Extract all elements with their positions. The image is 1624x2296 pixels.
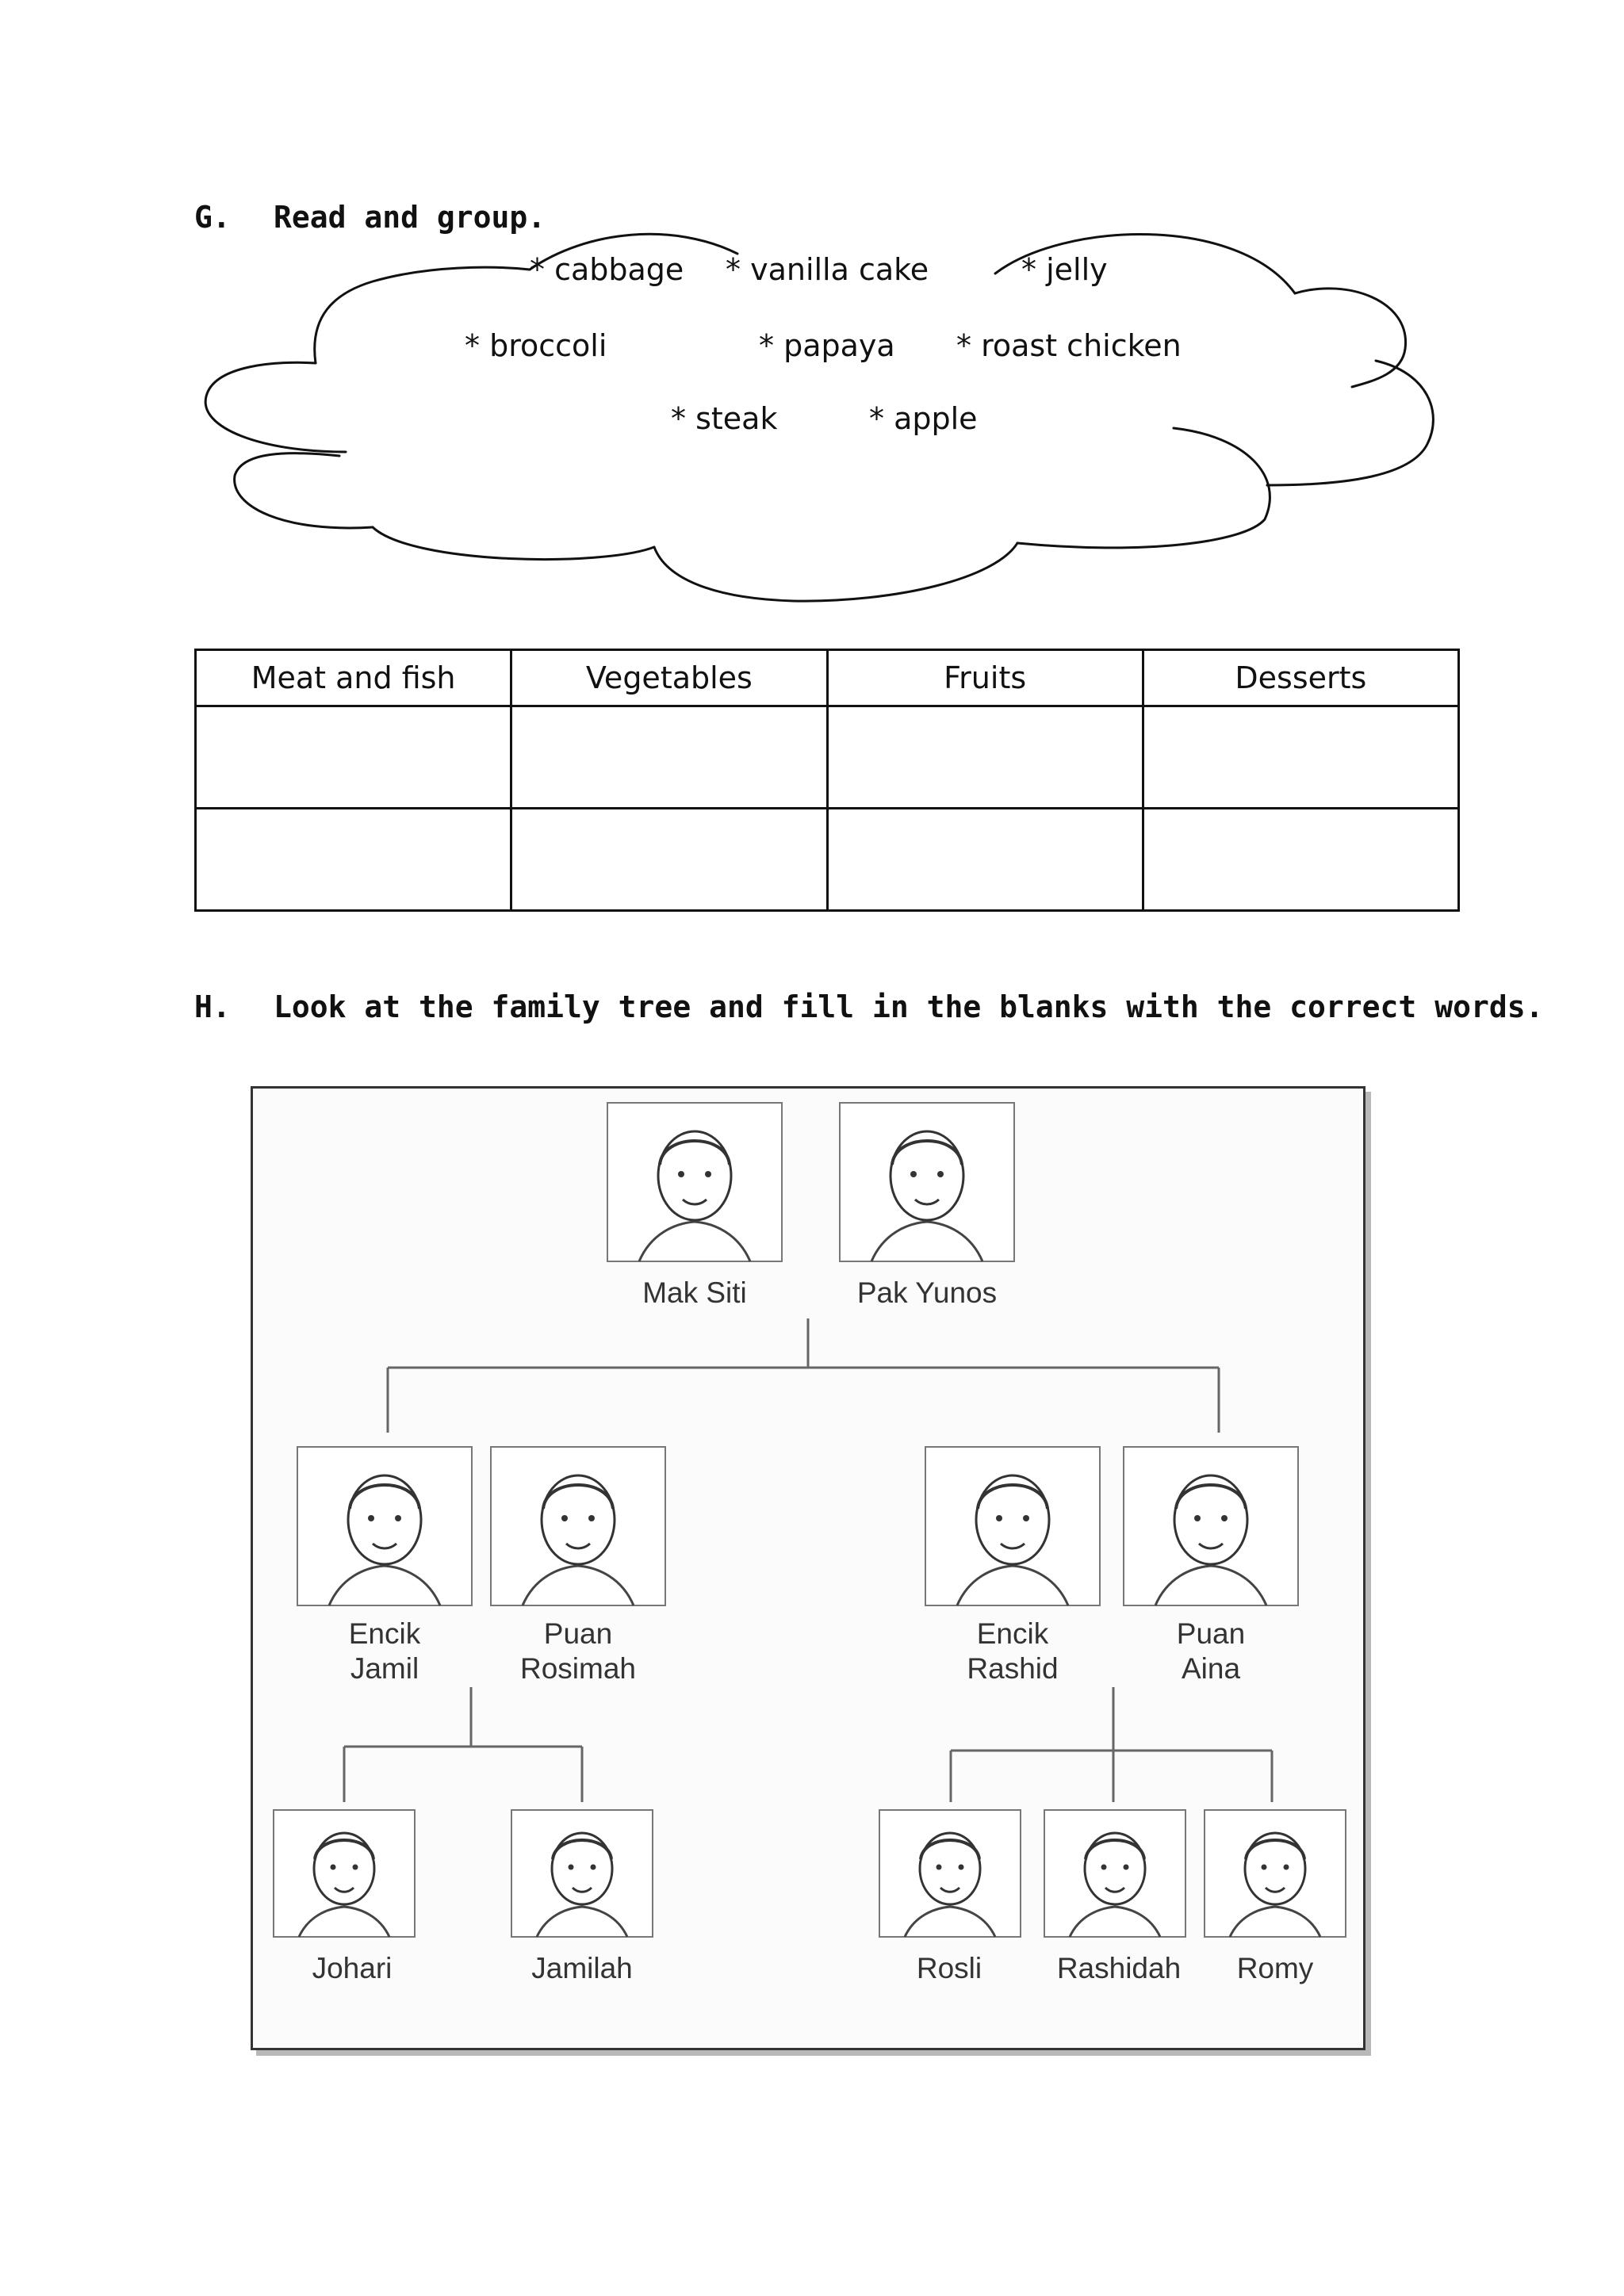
name-puan-rosimah-line1: Puan [543, 1617, 613, 1650]
answer-cell[interactable] [511, 706, 827, 809]
name-encik-jamil-line1: Encik [348, 1617, 421, 1650]
word-broccoli: * broccoli [465, 328, 607, 363]
grouping-table [194, 649, 1460, 912]
column-header-fruits: Fruits [827, 650, 1143, 706]
answer-cell[interactable] [827, 809, 1143, 911]
answer-cell[interactable] [196, 706, 511, 809]
family-tree-figure [251, 1086, 1365, 2050]
word-cloud [0, 0, 1624, 634]
word-steak: * steak [671, 401, 778, 436]
name-encik-rashid-line1: Encik [976, 1617, 1049, 1650]
name-pak-yunos: Pak Yunos [856, 1276, 998, 1309]
encik-jamil-portrait [297, 1447, 472, 1605]
column-header-meat-and-fish: Meat and fish [196, 650, 511, 706]
section-instruction: Read and group. [274, 200, 546, 235]
section-letter: G. [194, 200, 231, 235]
name-rashidah: Rashidah [1056, 1952, 1182, 1984]
answer-cell[interactable] [827, 706, 1143, 809]
name-puan-aina-line1: Puan [1176, 1617, 1246, 1650]
puan-aina-portrait [1124, 1447, 1298, 1605]
johari-portrait [274, 1810, 415, 1937]
table-row [196, 809, 1459, 911]
word-apple: * apple [869, 401, 978, 436]
name-jamilah: Jamilah [531, 1952, 633, 1984]
jamilah-portrait [511, 1810, 653, 1937]
name-puan-aina-line2: Aina [1181, 1652, 1241, 1685]
column-header-desserts: Desserts [1143, 650, 1458, 706]
word-roast-chicken: * roast chicken [956, 328, 1182, 363]
romy-portrait [1205, 1810, 1346, 1937]
word-vanilla-cake: * vanilla cake [726, 252, 929, 287]
encik-rashid-portrait [925, 1447, 1100, 1605]
name-mak-siti: Mak Siti [642, 1276, 747, 1309]
column-header-vegetables: Vegetables [511, 650, 827, 706]
answer-cell[interactable] [1143, 809, 1458, 911]
name-romy: Romy [1236, 1952, 1314, 1984]
name-puan-rosimah-line2: Rosimah [520, 1652, 636, 1685]
answer-cell[interactable] [196, 809, 511, 911]
rashidah-portrait [1044, 1810, 1185, 1937]
rosli-portrait [879, 1810, 1021, 1937]
name-johari: Johari [312, 1952, 393, 1984]
word-cabbage: * cabbage [530, 252, 684, 287]
answer-cell[interactable] [511, 809, 827, 911]
section-instruction: Look at the family tree and fill in the blanks with the correct words. [274, 989, 1544, 1024]
answer-cell[interactable] [1143, 706, 1458, 809]
table-row [196, 706, 1459, 809]
family-tree-diagram [253, 1089, 1363, 2048]
word-jelly: * jelly [1021, 252, 1108, 287]
name-rosli: Rosli [916, 1952, 982, 1984]
grandfather-portrait [840, 1103, 1014, 1261]
puan-rosimah-portrait [491, 1447, 665, 1605]
section-h-heading [194, 989, 1543, 1024]
grandmother-portrait [607, 1103, 782, 1261]
word-papaya: * papaya [759, 328, 895, 363]
name-encik-jamil-line2: Jamil [350, 1652, 419, 1685]
section-letter: H. [194, 989, 231, 1024]
table-header-row [196, 650, 1459, 706]
name-encik-rashid-line2: Rashid [967, 1652, 1059, 1685]
